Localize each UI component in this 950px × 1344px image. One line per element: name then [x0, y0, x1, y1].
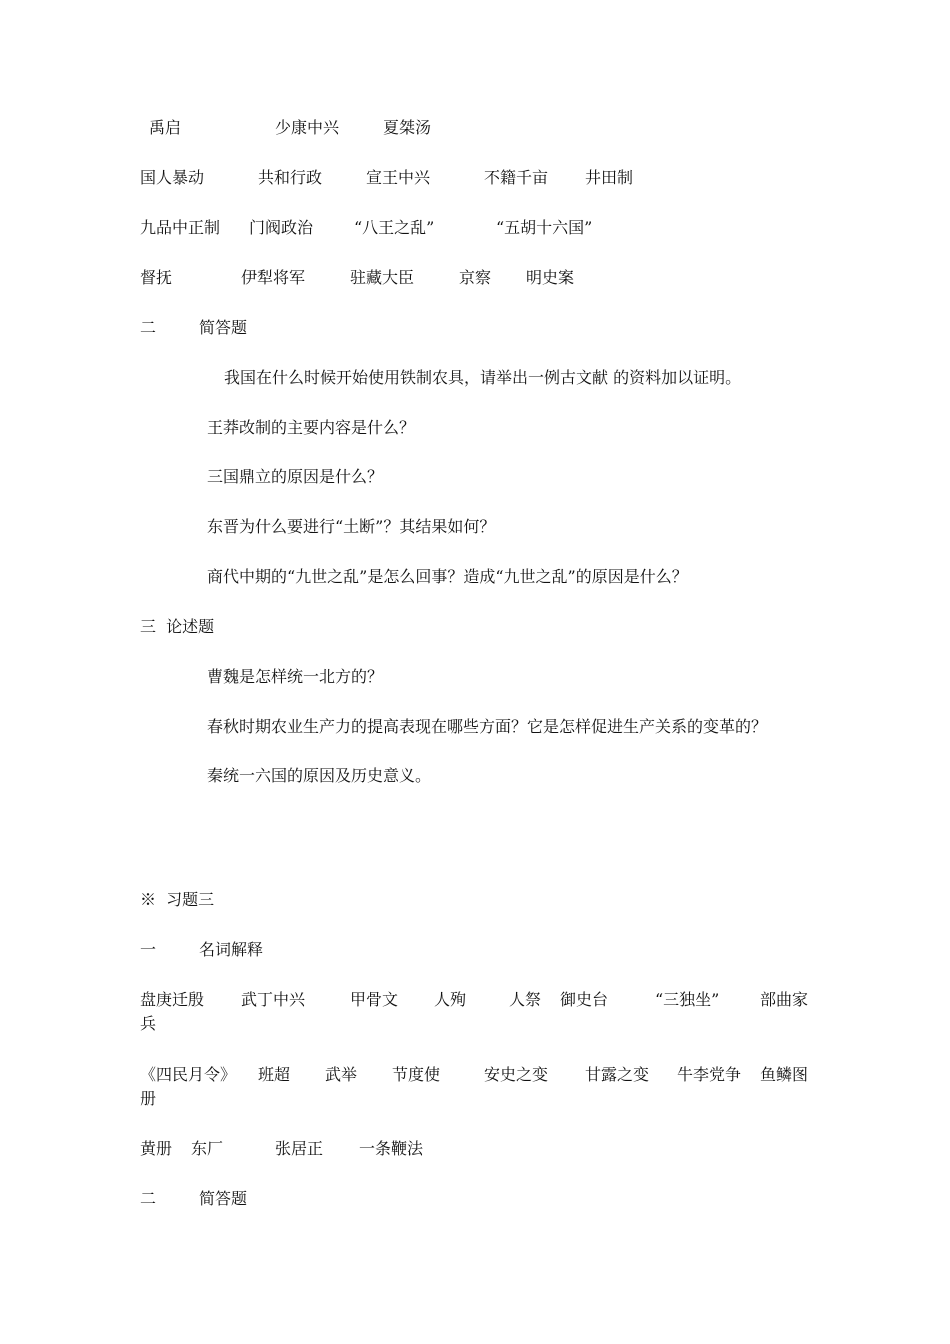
section-number: 二 — [140, 318, 157, 337]
term: 门阀政治 — [249, 218, 314, 237]
term: 张居正 — [275, 1139, 324, 1158]
term: 牛李党争 — [677, 1065, 742, 1084]
section-title: 名词解释 — [199, 940, 264, 959]
term: 九品中正制 — [140, 218, 221, 237]
term: 东厂 — [191, 1139, 224, 1158]
term: 井田制 — [585, 168, 634, 187]
term: 明史案 — [526, 268, 575, 287]
essay-question-3: 秦统一六国的原因及历史意义。 — [207, 766, 432, 785]
term: 督抚 — [140, 268, 173, 287]
section-title: 简答题 — [199, 1189, 248, 1208]
question-4: 东晋为什么要进行“土断”？其结果如何？ — [207, 517, 496, 536]
term: 盘庚迁殷 — [140, 990, 205, 1009]
term: “八王之乱” — [354, 218, 435, 237]
term: 甲骨文 — [350, 990, 399, 1009]
essay-question-1: 曹魏是怎样统一北方的？ — [207, 667, 384, 686]
term: 少康中兴 — [275, 118, 340, 137]
term: 夏桀汤 — [383, 118, 432, 137]
essay-question-2: 春秋时期农业生产力的提高表现在哪些方面？它是怎样促进生产关系的变革的？ — [207, 717, 768, 736]
term: 京察 — [459, 268, 492, 287]
question-1: 我国在什么时候开始使用铁制农具，请举出一例古文献 的资料加以证明。 — [224, 368, 742, 387]
question-3: 三国鼎立的原因是什么？ — [207, 467, 384, 486]
term: 伊犁将军 — [241, 268, 306, 287]
term: 黄册 — [140, 1139, 173, 1158]
term: “五胡十六国” — [496, 218, 593, 237]
term: “三独坐” — [655, 990, 720, 1009]
term: 宣王中兴 — [366, 168, 431, 187]
term: 一条鞭法 — [359, 1139, 424, 1158]
section-title: 简答题 — [199, 318, 248, 337]
term: 安史之变 — [484, 1065, 549, 1084]
term: 甘露之变 — [585, 1065, 650, 1084]
term: 武丁中兴 — [241, 990, 306, 1009]
section-number: 二 — [140, 1189, 157, 1208]
term-row-a-wrap: 兵 — [140, 1014, 157, 1033]
exercise-heading: ※ 习题三 — [140, 890, 215, 909]
term: 武举 — [325, 1065, 358, 1084]
term: 共和行政 — [258, 168, 323, 187]
term: 鱼鳞图 — [760, 1065, 809, 1084]
term: 国人暴动 — [140, 168, 205, 187]
term: 驻藏大臣 — [350, 268, 415, 287]
term: 人殉 — [434, 990, 467, 1009]
question-2: 王莽改制的主要内容是什么？ — [207, 418, 416, 437]
term: 班超 — [258, 1065, 291, 1084]
term: 《四民月令》 — [140, 1065, 237, 1084]
question-5: 商代中期的“九世之乱”是怎么回事？造成“九世之乱”的原因是什么？ — [207, 567, 688, 586]
section-heading-essay: 三 论述题 — [140, 617, 215, 636]
term: 御史台 — [560, 990, 609, 1009]
term: 禹启 — [149, 118, 182, 137]
term: 不籍千亩 — [484, 168, 549, 187]
section-number: 一 — [140, 940, 157, 959]
term: 节度使 — [392, 1065, 441, 1084]
term-row-b-wrap: 册 — [140, 1089, 157, 1108]
term: 人祭 — [509, 990, 542, 1009]
term: 部曲家 — [760, 990, 809, 1009]
